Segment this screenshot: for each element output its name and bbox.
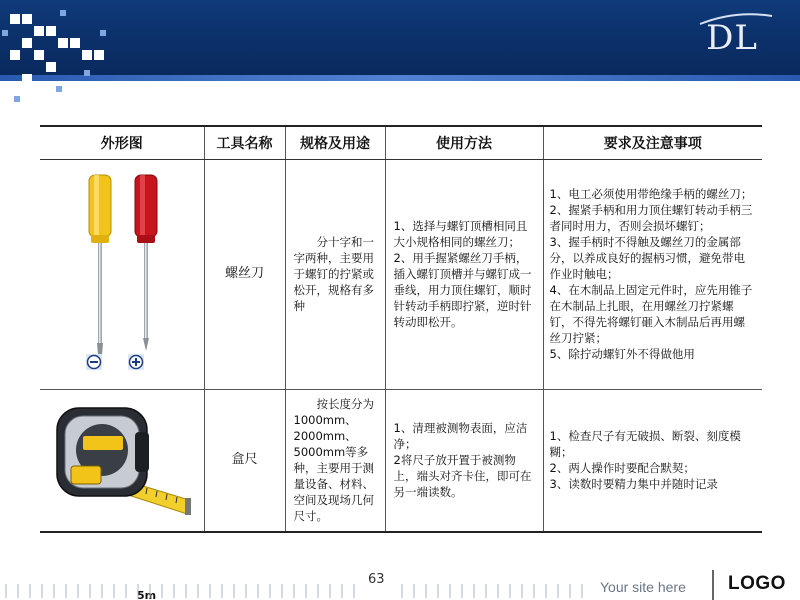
- header-notes: 要求及注意事项: [543, 126, 762, 159]
- usage-cell: [385, 389, 543, 532]
- pixel-arrow-decoration: [0, 0, 130, 110]
- usage-step: 2将尺子放开置于被测物上，端头对齐卡住，即可在另一端读数。: [393, 453, 532, 500]
- notes-cell: [543, 389, 762, 532]
- note-item: 1、电工必须使用带绝缘手柄的螺丝刀；: [549, 187, 753, 201]
- header-usage: 使用方法: [385, 126, 543, 159]
- note-item: 1、检查尺子有无破损、断裂、刻度模糊；: [549, 429, 741, 460]
- brand-mark: DL: [706, 18, 758, 58]
- spec-text: 分十字和一字两种，主要用于螺钉的拧紧或松开，规格有多种: [293, 235, 374, 313]
- note-item: 2、握紧手柄和用力顶住螺钉转动手柄三者同时用力，否则会损坏螺钉；: [549, 203, 753, 233]
- usage-cell: [385, 159, 543, 389]
- plus-circle-icon: [128, 354, 144, 370]
- notes-cell: [543, 159, 762, 389]
- note-item: 3、读数时要精力集中并随时记录: [549, 477, 718, 492]
- table-row: [40, 389, 762, 532]
- note-item: 3、握手柄时不得触及螺丝刀的金属部分，以养成良好的握柄习惯，避免带电作业时触电；: [549, 235, 745, 281]
- tape-measure-image-cell: [40, 389, 204, 600]
- usage-step: 2、用手握紧螺丝刀手柄，插入螺钉顶槽并与螺钉成一垂线，用力顶住螺钉，顺时针转动手柄即拧紧，逆时针转动即松开。: [393, 251, 532, 329]
- usage-step: 1、选择与螺钉顶槽相同且大小规格相同的螺丝刀；: [393, 219, 528, 249]
- minus-circle-icon: [86, 354, 102, 370]
- header-appearance: 外形图: [40, 126, 204, 159]
- header-tool-name: 工具名称: [204, 126, 285, 159]
- spec-text: 按长度分为1000mm、2000mm、5000mm等多种，主要用于测量设备、材料、空间及现场几何尺寸。: [293, 397, 374, 524]
- tool-name: 螺丝刀: [204, 159, 285, 389]
- screwdriver-illustration: [67, 169, 177, 379]
- header-spec: 规格及用途: [285, 126, 385, 159]
- footer-tick-strip: [0, 578, 590, 600]
- spec-cell: [285, 159, 385, 389]
- footer-divider: [712, 570, 714, 600]
- table-row: [40, 159, 762, 389]
- usage-step: 1、清理被测物表面，应洁净；: [393, 421, 528, 452]
- tool-name: 盒尺: [204, 389, 285, 532]
- page-number: 63: [368, 572, 385, 587]
- site-text: Your site here: [600, 579, 686, 595]
- tape-size-label: 5m: [137, 589, 157, 600]
- tape-measure-illustration: [47, 398, 197, 523]
- table-header-row: [40, 126, 762, 159]
- logo: LOGO: [728, 573, 786, 594]
- note-item: 2、两人操作时要配合默契；: [549, 461, 695, 476]
- note-item: 5、除拧动螺钉外不得做他用: [549, 347, 695, 361]
- screwdriver-image-cell: [40, 159, 204, 389]
- spec-cell: [285, 389, 385, 532]
- note-item: 4、在木制品上固定元件时，应先用锥子在木制品上扎眼，在用螺丝刀拧紧螺钉，不得先将螺钉砸入木制品后再用螺丝刀拧紧；: [549, 283, 753, 345]
